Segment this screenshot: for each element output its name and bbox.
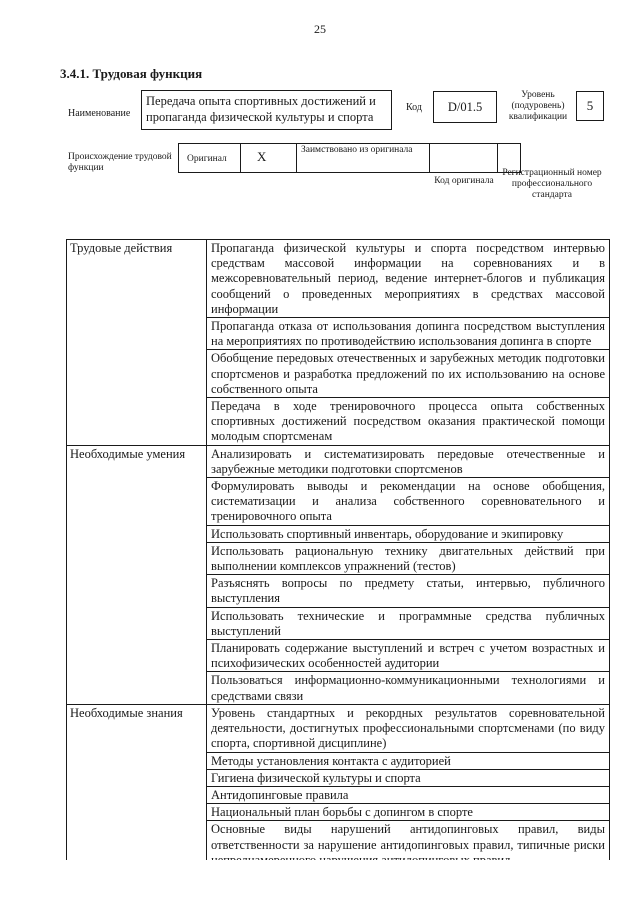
origin-table <box>178 143 521 173</box>
section-label: Необходимые знания <box>67 704 207 885</box>
list-item: Гигиена физической культуры и спорта <box>207 769 610 786</box>
list-item: Передача в ходе тренировочного процесса опыта собственных спортивных достижений посредством оказания практической помощи молодым спортсменам <box>207 398 610 446</box>
list-item: Пропаганда отказа от использования допинга посредством выступления на мероприятиях по противодействию использования допинга в спорте <box>207 318 610 350</box>
list-item: Планировать содержание выступлений и встреч с учетом возрастных и психофизических особенностей аудитории <box>207 640 610 672</box>
table-row <box>67 240 610 318</box>
level-label: Уровень (подуровень) квалификации <box>508 90 568 122</box>
list-item: Пользоваться информационно-коммуникационными технологиями и средствами связи <box>207 672 610 704</box>
mark-cell <box>241 144 297 172</box>
page-number: 25 <box>314 22 326 36</box>
borrowed-cell <box>297 144 430 172</box>
function-name: Передача опыта спортивных достижений и пропаганда физической культуры и спорта <box>141 90 392 130</box>
list-item: Антидопинговые правила <box>207 786 610 803</box>
name-label: Наименование <box>68 108 131 119</box>
list-item: Формулировать выводы и рекомендации на основе обобщения, систематизации и анализа собственного соревновательного и тренировочного опыта <box>207 478 610 526</box>
list-item: Использовать рациональную технику двигательных действий при выполнении комплексов упражнений (тестов) <box>207 542 610 574</box>
original-label: Оригинал <box>187 154 227 164</box>
section-title: 3.4.1. Трудовая функция <box>60 66 203 81</box>
original-mark: X <box>257 149 267 164</box>
list-item: Основные виды нарушений антидопинговых правил, виды ответственности за нарушение антидопинговых правил, типичные риски <box>207 821 610 869</box>
list-item: Пропаганда физической культуры и спорта посредством интервью средствам массовой информации на соревнованиях и в межсоревновательный период, ведение интернет-блогов и публикация сообщений о проведенных мероприятиях в средствах массовой информации <box>207 240 610 318</box>
reg-number-label: Регистрационный номер профессионального стандарта <box>502 168 602 200</box>
qualification-level: 5 <box>576 91 604 121</box>
code-original-cell <box>430 144 498 172</box>
section-label: Необходимые умения <box>67 445 207 704</box>
list-item: Использовать спортивный инвентарь, оборудование и экипировку <box>207 525 610 542</box>
code-original-label: Код оригинала <box>434 176 494 186</box>
section-label: Трудовые действия <box>67 240 207 446</box>
function-details-table <box>66 239 610 886</box>
list-item: Разъяснять вопросы по предмету статьи, интервью, публичного выступления <box>207 575 610 607</box>
table-row <box>67 704 610 752</box>
origin-label: Происхождение трудовой функции <box>68 152 172 173</box>
list-item: Методы установления контакта с аудиторией <box>207 752 610 769</box>
list-item: Уровень стандартных и рекордных результатов соревновательной деятельности, достигнутых профессиональными спортсменами (по виду спорта, спортивной дисциплине) <box>207 704 610 752</box>
code-label: Код <box>406 102 422 113</box>
borrowed-label: Заимствовано из оригинала <box>301 145 413 155</box>
list-item: Использовать технические и программные средства публичных выступлений <box>207 607 610 639</box>
list-item: Национальный план борьбы с допингом в спорте <box>207 804 610 821</box>
original-cell <box>179 144 241 172</box>
list-item: Обобщение передовых отечественных и зарубежных методик подготовки спортсменов и разработка предложений по их использованию на основе собственного опыта <box>207 350 610 398</box>
page-bottom-margin <box>0 860 640 905</box>
list-item: Анализировать и систематизировать передовые отечественные и зарубежные методики подготовки спортсменов <box>207 445 610 477</box>
function-code: D/01.5 <box>433 91 497 123</box>
table-row <box>67 445 610 477</box>
